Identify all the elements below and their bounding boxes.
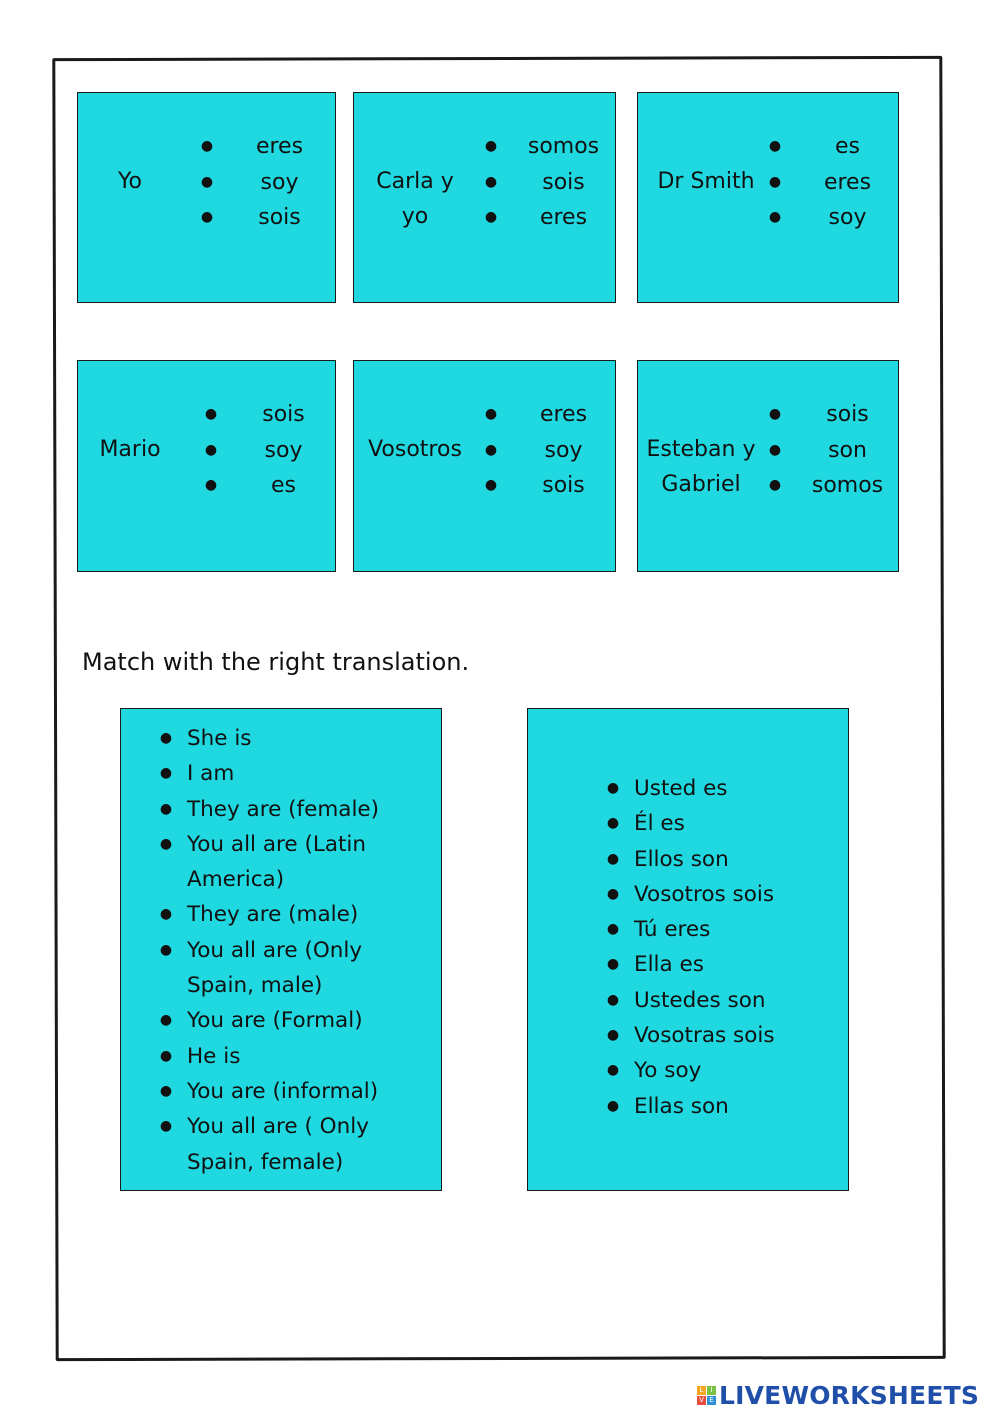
card-options bbox=[196, 397, 341, 504]
list-item[interactable] bbox=[592, 983, 842, 1018]
bullet-icon: ● bbox=[484, 138, 498, 154]
list-item[interactable] bbox=[592, 877, 842, 912]
bullet-icon: ● bbox=[768, 406, 782, 422]
match-card-4 bbox=[77, 360, 336, 572]
list-item[interactable] bbox=[145, 1109, 417, 1180]
bullet-icon: ● bbox=[768, 173, 782, 190]
card-options bbox=[476, 397, 621, 504]
list-item-label: I am bbox=[187, 761, 235, 787]
list-item[interactable] bbox=[592, 912, 842, 947]
list-item-label: Él es bbox=[634, 811, 685, 837]
card-subject bbox=[82, 432, 178, 467]
logo-letter: L bbox=[697, 1386, 706, 1395]
option-label: somos bbox=[527, 134, 600, 159]
card-subject bbox=[642, 432, 760, 502]
bullet-icon: ● bbox=[484, 477, 498, 493]
list-item-label: You all are (Latin America) bbox=[187, 831, 367, 893]
instruction-text: Match with the right translation. bbox=[82, 648, 470, 676]
option-label: eres bbox=[255, 134, 304, 159]
bullet-icon: ● bbox=[159, 800, 173, 817]
bullet-icon: ● bbox=[606, 991, 620, 1008]
option-item[interactable] bbox=[760, 200, 905, 236]
card-options bbox=[476, 129, 621, 236]
option-item[interactable] bbox=[760, 468, 905, 504]
match-card-3 bbox=[637, 92, 899, 303]
card-options bbox=[192, 129, 337, 236]
list-item[interactable] bbox=[145, 721, 435, 756]
option-label: eres bbox=[539, 205, 588, 230]
bullet-icon: ● bbox=[606, 885, 620, 902]
list-item[interactable] bbox=[145, 827, 417, 898]
bullet-icon: ● bbox=[159, 941, 173, 958]
bullet-icon: ● bbox=[159, 1082, 173, 1099]
bullet-icon: ● bbox=[606, 1027, 620, 1044]
list-item-label: She is bbox=[187, 726, 252, 751]
bullet-icon: ● bbox=[159, 1012, 173, 1029]
card-options bbox=[760, 397, 905, 504]
bullet-icon: ● bbox=[606, 1097, 620, 1114]
subject-line: Mario bbox=[99, 437, 161, 462]
english-list-card bbox=[120, 708, 442, 1191]
list-item-label: Ella es bbox=[634, 952, 704, 978]
list-item-label: They are (female) bbox=[187, 796, 380, 822]
bullet-icon: ● bbox=[484, 406, 498, 422]
card-subject bbox=[364, 164, 466, 234]
option-label: sois bbox=[542, 169, 585, 195]
bullet-icon: ● bbox=[606, 815, 620, 832]
bullet-icon: ● bbox=[200, 138, 214, 154]
bullet-icon: ● bbox=[768, 441, 782, 458]
liveworksheets-icon bbox=[697, 1386, 716, 1405]
list-item-label: Tú eres bbox=[634, 917, 711, 943]
bullet-icon: ● bbox=[484, 209, 498, 225]
subject-line: Vosotros bbox=[368, 437, 462, 462]
option-item[interactable] bbox=[192, 129, 337, 165]
list-item[interactable] bbox=[145, 756, 435, 791]
list-item-label: Ustedes son bbox=[634, 987, 766, 1013]
list-item[interactable] bbox=[145, 792, 435, 827]
bullet-icon: ● bbox=[204, 441, 218, 458]
bullet-icon: ● bbox=[200, 209, 214, 225]
bullet-icon: ● bbox=[159, 730, 173, 746]
bullet-icon: ● bbox=[204, 406, 218, 422]
option-label: sois bbox=[826, 402, 869, 427]
brand-text: LIVEWORKSHEETS bbox=[719, 1380, 980, 1410]
list-item-label: Yo soy bbox=[634, 1058, 702, 1084]
card-options bbox=[760, 129, 905, 236]
option-item[interactable] bbox=[196, 397, 341, 433]
bullet-icon: ● bbox=[159, 765, 173, 782]
list-item-label: He is bbox=[187, 1043, 241, 1069]
option-label: soy bbox=[264, 437, 303, 463]
list-item[interactable] bbox=[592, 1053, 842, 1088]
bullet-icon: ● bbox=[159, 835, 173, 852]
option-item[interactable] bbox=[760, 397, 905, 433]
option-item[interactable] bbox=[476, 200, 621, 236]
list-item[interactable] bbox=[592, 771, 842, 806]
bullet-icon: ● bbox=[768, 209, 782, 225]
option-label: eres bbox=[823, 169, 872, 195]
list-item-label: Vosotros sois bbox=[634, 881, 775, 907]
subject-line: Dr Smith bbox=[657, 169, 755, 194]
option-label: es bbox=[271, 473, 296, 498]
bullet-icon: ● bbox=[484, 173, 498, 190]
list-item[interactable] bbox=[145, 1074, 435, 1109]
option-item[interactable] bbox=[196, 433, 341, 469]
list-item[interactable] bbox=[592, 1089, 842, 1124]
list-item-label: Usted es bbox=[634, 776, 728, 801]
option-item[interactable] bbox=[192, 200, 337, 236]
option-item[interactable] bbox=[192, 165, 337, 201]
list-item[interactable] bbox=[592, 806, 842, 841]
subject-line: Yo bbox=[118, 169, 142, 194]
option-label: es bbox=[835, 134, 860, 159]
option-item[interactable] bbox=[760, 165, 905, 201]
list-item[interactable] bbox=[592, 1018, 842, 1053]
bullet-icon: ● bbox=[768, 138, 782, 154]
bullet-icon: ● bbox=[768, 477, 782, 493]
card-subject bbox=[86, 164, 174, 199]
english-list bbox=[145, 721, 435, 1180]
list-item[interactable] bbox=[145, 1003, 435, 1038]
option-label: soy bbox=[544, 437, 583, 463]
list-item-label: They are (male) bbox=[187, 902, 359, 928]
option-item[interactable] bbox=[760, 433, 905, 469]
logo-letter: I bbox=[707, 1386, 716, 1395]
bullet-icon: ● bbox=[606, 780, 620, 796]
match-card-5 bbox=[353, 360, 616, 572]
bullet-icon: ● bbox=[204, 477, 218, 493]
option-label: eres bbox=[539, 402, 588, 427]
bullet-icon: ● bbox=[200, 173, 214, 190]
bullet-icon: ● bbox=[159, 906, 173, 923]
card-subject bbox=[644, 164, 768, 199]
logo-letter: V bbox=[697, 1396, 706, 1405]
list-item[interactable] bbox=[145, 933, 417, 1004]
list-item-label: Vosotras sois bbox=[634, 1023, 775, 1049]
bullet-icon: ● bbox=[484, 441, 498, 458]
list-item-label: Ellas son bbox=[634, 1093, 729, 1119]
subject-line: Esteban y bbox=[646, 437, 756, 462]
card-subject bbox=[360, 432, 470, 467]
bullet-icon: ● bbox=[606, 1062, 620, 1079]
list-item-label: You all are ( Only Spain, female) bbox=[187, 1114, 369, 1175]
list-item[interactable] bbox=[592, 947, 842, 982]
option-item[interactable] bbox=[476, 165, 621, 201]
option-label: sois bbox=[542, 473, 585, 498]
spanish-list-card bbox=[527, 708, 849, 1191]
list-item[interactable] bbox=[145, 897, 435, 932]
logo-letter: E bbox=[707, 1396, 716, 1405]
option-label: somos bbox=[811, 473, 884, 498]
bullet-icon: ● bbox=[606, 850, 620, 867]
bullet-icon: ● bbox=[159, 1047, 173, 1064]
match-card-2 bbox=[353, 92, 616, 303]
option-label: son bbox=[828, 437, 867, 463]
list-item-label: You all are (Only Spain, male) bbox=[187, 937, 363, 999]
subject-line: Carla y bbox=[376, 169, 454, 194]
subject-line: Gabriel bbox=[661, 472, 741, 497]
list-item-label: You are (informal) bbox=[187, 1078, 379, 1104]
option-label: sois bbox=[258, 205, 301, 230]
bullet-icon: ● bbox=[159, 1118, 173, 1135]
match-card-1 bbox=[77, 92, 336, 303]
subject-line: yo bbox=[401, 204, 429, 229]
list-item[interactable] bbox=[592, 842, 842, 877]
bullet-icon: ● bbox=[606, 956, 620, 973]
list-item-label: You are (Formal) bbox=[187, 1008, 363, 1034]
brand-logo[interactable] bbox=[697, 1380, 979, 1410]
list-item-label: Ellos son bbox=[634, 846, 729, 872]
bullet-icon: ● bbox=[606, 921, 620, 938]
option-label: sois bbox=[262, 402, 305, 427]
option-label: soy bbox=[828, 205, 867, 230]
spanish-list bbox=[592, 771, 842, 1124]
option-item[interactable] bbox=[760, 129, 905, 165]
option-label: soy bbox=[260, 169, 299, 195]
option-item[interactable] bbox=[476, 433, 621, 469]
option-item[interactable] bbox=[476, 129, 621, 165]
option-item[interactable] bbox=[196, 468, 341, 504]
option-item[interactable] bbox=[476, 397, 621, 433]
match-card-6 bbox=[637, 360, 899, 572]
list-item[interactable] bbox=[145, 1039, 435, 1074]
option-item[interactable] bbox=[476, 468, 621, 504]
